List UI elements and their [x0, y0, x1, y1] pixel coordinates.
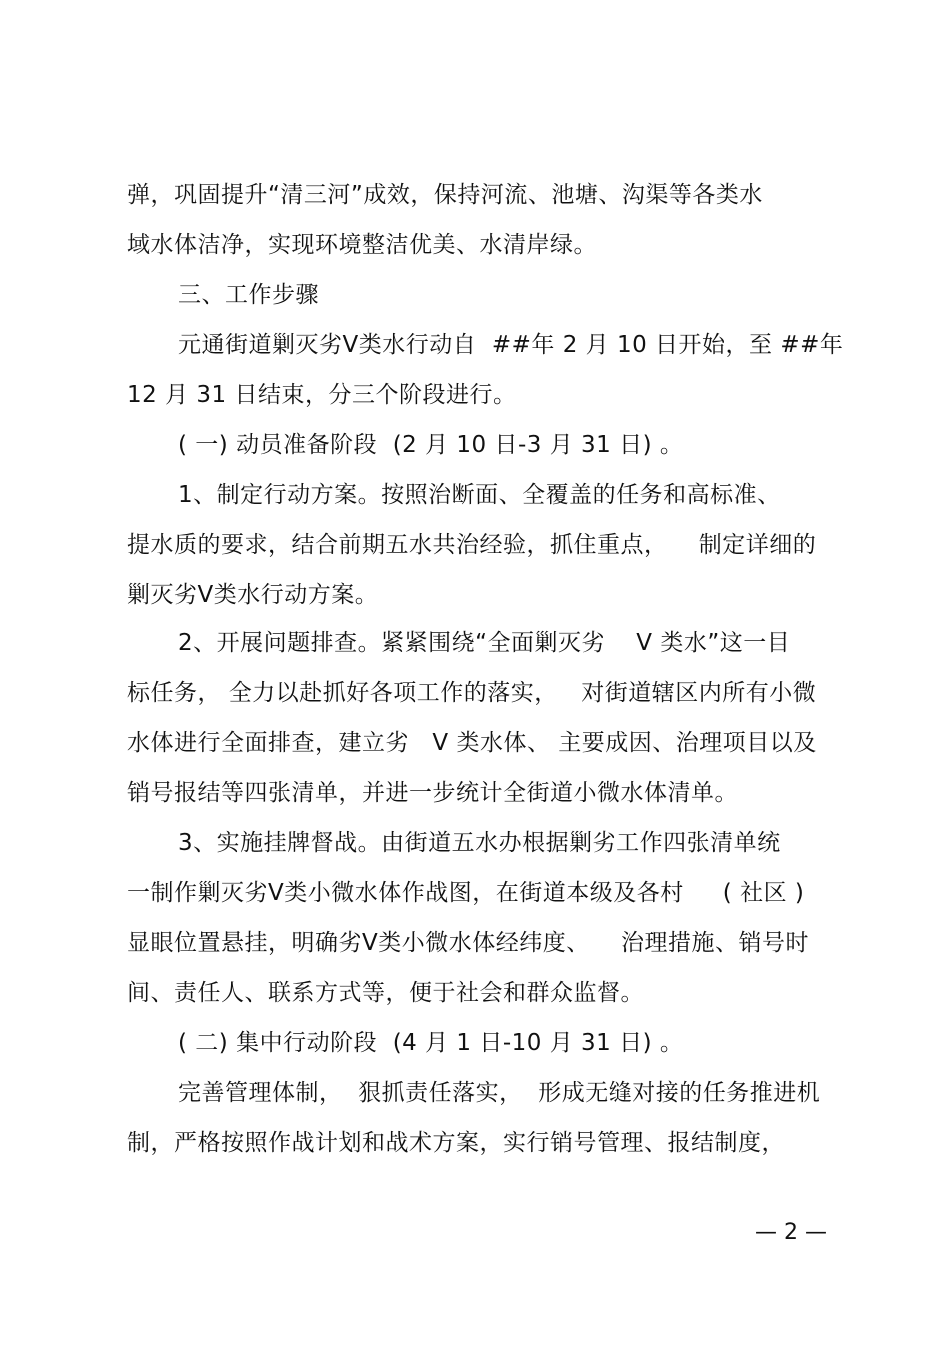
text-line: 2、开展问题排查。紧紧围绕“全面剿灭劣 V 类水”这一目 — [178, 630, 791, 656]
text-line: 水体进行全面排查，建立劣 V 类水体、 主要成因、治理项目以及 — [127, 730, 817, 756]
subsection-heading: ( 一) 动员准备阶段 (2 月 10 日-3 月 31 日) 。 — [178, 432, 684, 458]
text-line: 12 月 31 日结束，分三个阶段进行。 — [127, 382, 517, 408]
text-line: 销号报结等四张清单，并进一步统计全街道小微水体清单。 — [127, 780, 738, 806]
text-line: 元通街道剿灭劣Ⅴ类水行动自 ##年 2 月 10 日开始，至 ##年 — [178, 332, 844, 358]
subsection-heading: ( 二) 集中行动阶段 (4 月 1 日-10 月 31 日) 。 — [178, 1030, 684, 1056]
text-line: 显眼位置悬挂，明确劣Ⅴ类小微水体经纬度、 治理措施、销号时 — [127, 930, 809, 956]
text-line: 标任务， 全力以赴抓好各项工作的落实， 对街道辖区内所有小微 — [127, 680, 817, 706]
text-line: 1、制定行动方案。按照治断面、全覆盖的任务和高标准、 — [178, 482, 781, 508]
text-line: 域水体洁净，实现环境整洁优美、水清岸绿。 — [127, 232, 597, 258]
text-line: 弹，巩固提升“清三河”成效，保持河流、池塘、沟渠等各类水 — [127, 182, 763, 208]
page-number: — 2 — — [755, 1220, 827, 1245]
text-line: 完善管理体制， 狠抓责任落实， 形成无缝对接的任务推进机 — [178, 1080, 821, 1106]
text-line: 间、责任人、联系方式等，便于社会和群众监督。 — [127, 980, 644, 1006]
text-line: 一制作剿灭劣Ⅴ类小微水体作战图，在街道本级及各村 ( 社区 ) — [127, 880, 805, 906]
text-line: 提水质的要求，结合前期五水共治经验，抓住重点， 制定详细的 — [127, 532, 817, 558]
section-heading: 三、工作步骤 — [178, 282, 319, 308]
text-line: 剿灭劣Ⅴ类水行动方案。 — [127, 582, 379, 608]
text-line: 制，严格按照作战计划和战术方案，实行销号管理、报结制度， — [127, 1130, 785, 1156]
text-line: 3、实施挂牌督战。由街道五水办根据剿劣工作四张清单统 — [178, 830, 781, 856]
